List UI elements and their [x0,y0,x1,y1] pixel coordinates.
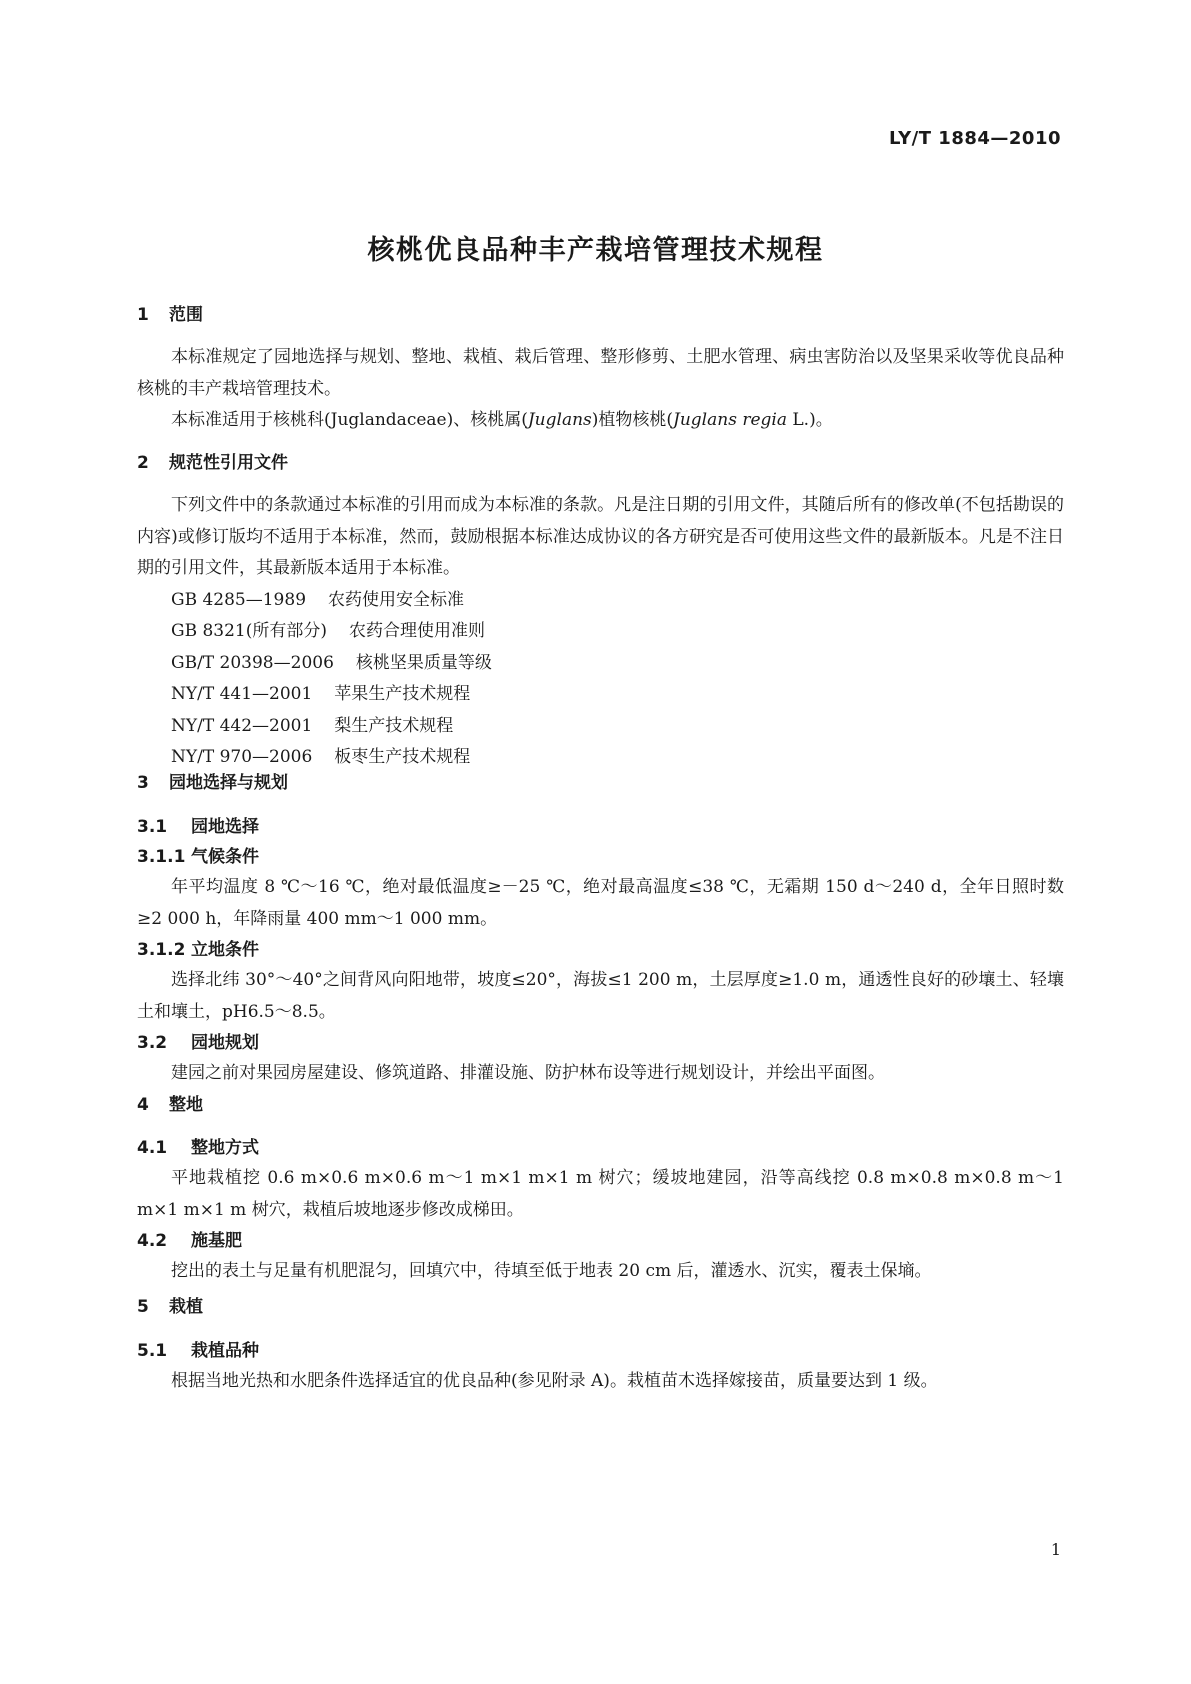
subsection-heading: 4.1 整地方式 [137,1138,259,1158]
section-2 [137,448,1064,478]
section-5-body [137,1336,1064,1398]
paragraph: 本标准适用于核桃科(Juglandaceae)、核桃属(Juglans)植物核桃(Juglans regia L.)。 [171,410,833,430]
subsection-heading: 5.1 栽植品种 [137,1341,259,1361]
standard-number: LY/T 1884—2010 [888,128,1061,149]
reference-item: NY/T 441—2001 苹果生产技术规程 [171,684,471,704]
section-5 [137,1292,1064,1322]
paragraph: 本标准规定了园地选择与规划、整地、栽植、栽后管理、整形修剪、土肥水管理、病虫害防治以及坚果采收等优良品种核桃的丰产栽培管理技术。 [137,347,1064,399]
section-4 [137,1090,1064,1120]
paragraph: 年平均温度 8 ℃～16 ℃，绝对最低温度≥－25 ℃，绝对最高温度≤38 ℃，无霜期 150 d～240 d，全年日照时数≥2 000 h，年降雨量 400 mm～1 000 mm。 [137,877,1064,929]
paragraph: 选择北纬 30°～40°之间背风向阳地带，坡度≤20°，海拔≤1 200 m，土层厚度≥1.0 m，通透性良好的砂壤土、轻壤土和壤土，pH6.5～8.5。 [137,970,1064,1022]
subsection-heading: 3.1.2 立地条件 [137,940,259,960]
section-4-body [137,1133,1064,1288]
reference-item: GB/T 20398—2006 核桃坚果质量等级 [171,652,492,673]
reference-item: NY/T 970—2006 板枣生产技术规程 [171,747,471,767]
subsection-heading: 3.1.1 气候条件 [137,847,259,867]
reference-item: GB 4285—1989 农药使用安全标准 [171,589,465,610]
paragraph: 挖出的表土与足量有机肥混匀，回填穴中，待填至低于地表 20 cm 后，灌透水、沉实，覆表土保墒。 [171,1261,932,1281]
section-1 [137,300,1064,330]
section-heading: 1 范围 [137,305,203,325]
page-number: 1 [1050,1540,1061,1559]
subsection-heading: 3.1 园地选择 [137,817,259,837]
subsection-heading: 3.2 园地规划 [137,1033,259,1053]
section-heading: 3 园地选择与规划 [137,773,288,793]
document-title: 核桃优良品种丰产栽培管理技术规程 [367,235,824,266]
paragraph: 平地栽植挖 0.6 m×0.6 m×0.6 m～1 m×1 m×1 m 树穴；缓坡地建园，沿等高线挖 0.8 m×0.8 m×0.8 m～1 m×1 m×1 m 树穴，栽植后坡地逐步修改成梯田。 [137,1168,1064,1220]
section-3-body [137,812,1064,1090]
reference-item: NY/T 442—2001 梨生产技术规程 [171,715,454,736]
paragraph: 根据当地光热和水肥条件选择适宜的优良品种(参见附录 A)。栽植苗木选择嫁接苗，质量要达到 1 级。 [171,1371,938,1391]
section-1-body [137,342,1064,437]
section-heading: 5 栽植 [137,1297,203,1317]
section-heading: 4 整地 [137,1095,203,1115]
section-3 [137,768,1064,798]
section-heading: 2 规范性引用文件 [137,453,288,473]
section-2-body [137,490,1064,774]
paragraph: 下列文件中的条款通过本标准的引用而成为本标准的条款。凡是注日期的引用文件，其随后所有的修改单(不包括勘误的内容)或修订版均不适用于本标准，然而，鼓励根据本标准达成协议的各方研究是否可使用这些文件的最新版本。凡是不注日期的引用文件，其最新版本适用于本标准。 [137,495,1064,578]
reference-item: GB 8321(所有部分) 农药合理使用准则 [171,621,486,641]
paragraph: 建园之前对果园房屋建设、修筑道路、排灌设施、防护林布设等进行规划设计，并绘出平面图。 [171,1063,885,1083]
subsection-heading: 4.2 施基肥 [137,1231,242,1251]
